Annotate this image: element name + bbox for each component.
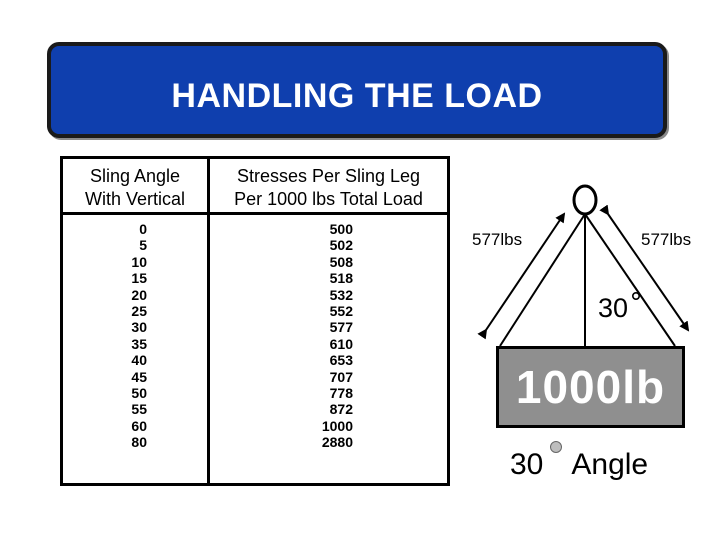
page-title: HANDLING THE LOAD [171,76,543,115]
title-banner [47,42,667,138]
header-sling-angle: Sling Angle With Vertical [84,166,186,209]
sling-drawing [460,150,720,490]
angle-cell: 25 [131,303,147,320]
stress-cell: 778 [329,385,353,402]
header-stresses: Stresses Per Sling Leg Per 1000 lbs Total Load [234,166,423,209]
load-weight-label: 1000lb [515,361,666,413]
stress-cell: 577 [329,319,353,336]
angle-cell: 60 [131,417,147,434]
diagram-caption: 30 Angle [510,448,649,481]
stress-cell: 532 [329,286,353,303]
stress-column [210,221,353,451]
header-divider [63,212,447,215]
angle-cell: 50 [131,385,147,402]
stress-cell: 1000 [321,417,353,434]
hook-ring-icon [574,186,596,214]
right-leg-load-label: 577lbs [641,230,692,249]
sling-stress-table [60,156,450,486]
stress-cell: 518 [329,270,353,287]
angle-value-label: 30 [598,293,629,323]
left-leg-load-label: 577lbs [472,230,523,249]
stress-cell: 502 [329,237,353,254]
stress-cell: 508 [329,253,353,270]
angle-cell: 10 [131,253,147,270]
angle-cell: 80 [131,434,147,451]
angle-column [63,221,147,451]
angle-cell: 5 [139,237,147,254]
load-block [496,346,685,428]
angle-cell: 40 [131,352,147,369]
stress-cell: 707 [329,368,353,385]
degree-symbol-icon [633,293,639,299]
stress-cell: 552 [329,303,353,320]
angle-cell: 35 [131,335,147,352]
stress-cell: 872 [329,401,353,418]
angle-cell: 45 [131,368,147,385]
stress-cell: 610 [329,335,353,352]
angle-cell: 0 [139,221,147,237]
stress-cell: 500 [329,221,353,237]
stress-cell: 653 [329,352,353,369]
angle-cell: 15 [131,270,147,287]
angle-cell: 30 [131,319,147,336]
stress-cell: 2880 [321,434,353,451]
angle-cell: 20 [131,286,147,303]
sling-diagram [460,150,720,490]
angle-cell: 55 [131,401,147,418]
